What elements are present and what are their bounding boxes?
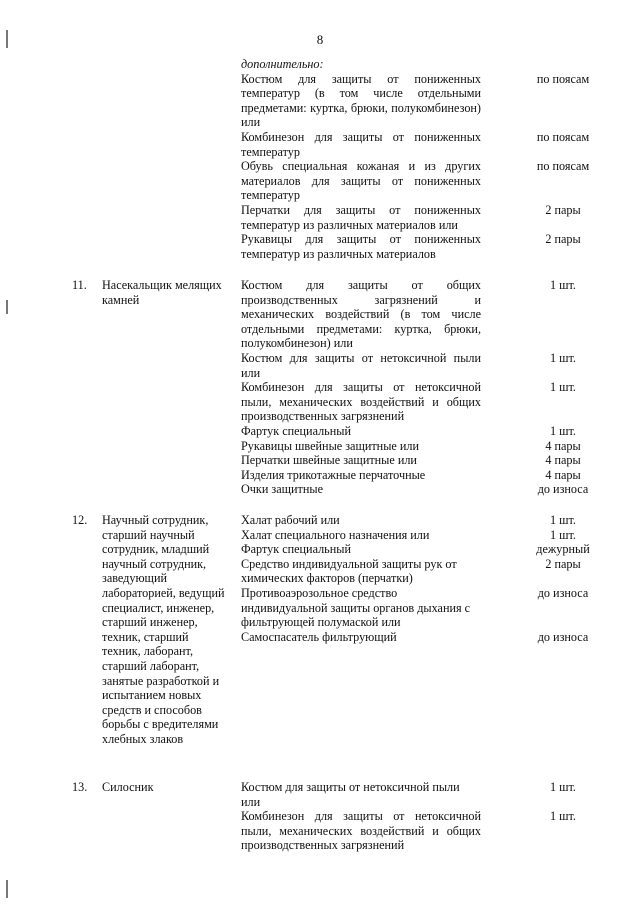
protective-item [241, 232, 581, 261]
item-quantity: до износа [537, 482, 589, 497]
item-name: Халат рабочий или [241, 513, 340, 527]
item-quantity: по поясам [536, 129, 590, 144]
item-name: Очки защитные [241, 482, 323, 497]
page-number: 8 [316, 32, 324, 47]
item-quantity: 1 шт. [550, 423, 576, 438]
item-name: Противоаэрозольное средство индивидуальной защиты органов дыхания с фильтрующей полумаской или [241, 585, 471, 630]
item-name: Рукавицы швейные защитные или [241, 438, 419, 453]
item-name: Фартук специальный [241, 423, 351, 438]
protective-item [241, 556, 581, 586]
item-name: Перчатки швейные защитные или [241, 453, 417, 468]
profession-name: Научный сотрудник, старший научный сотрудник, младший научный сотрудник, заведующий лабораторией, ведущий специалист, инженер, старший инженер, техник, старший техник, лаборант, старший лаборант, занятые разработкой и испытанием новых средств и способов борьбы с вредителями хлебных злаков [102, 513, 225, 746]
item-name: Комбинезон для защиты от пониженных температур [241, 129, 481, 159]
item-name: Комбинезон для защиты от нетоксичной пыли, механических воздействий и общих производственных загрязнений [241, 380, 481, 424]
protective-item [241, 467, 581, 483]
item-name: Средство индивидуальной защиты рук от химических факторов (перчатки) [241, 556, 457, 586]
item-name: Костюм для защиты от пониженных температур (в том числе отдельными предметами: куртка, брюки, полукомбинезон) или [241, 71, 481, 130]
item-name: Костюм для защиты от общих производственных загрязнений и механических воздействий (в том числе отдельными предметами: куртка, брюки, полукомбинезон) или [241, 278, 481, 351]
item-quantity: 2 пары [545, 556, 581, 571]
item-name: Фартук специальный [241, 542, 351, 557]
protective-item [241, 129, 590, 159]
item-quantity: 1 шт. [550, 780, 576, 794]
item-quantity: 4 пары [545, 453, 581, 468]
item-name: Халат специального назначения или [241, 527, 430, 542]
item-quantity: дежурный [536, 542, 590, 557]
protective-item [241, 527, 576, 543]
item-quantity: 4 пары [545, 438, 581, 453]
protective-item [241, 453, 581, 468]
item-quantity: 1 шт. [550, 809, 576, 824]
protective-item [241, 278, 576, 351]
item-name: Рукавицы для защиты от пониженных температур из различных материалов [241, 232, 481, 261]
item-name: Перчатки для защиты от пониженных температур из различных материалов или [241, 202, 481, 232]
item-quantity: до износа [537, 629, 589, 644]
protective-item [241, 629, 589, 645]
entry-number: 13. [72, 780, 88, 794]
item-quantity: 4 пары [545, 467, 581, 482]
item-quantity: до износа [537, 585, 589, 600]
entry-number: 11. [72, 278, 87, 292]
item-quantity: 2 пары [545, 202, 581, 217]
protective-item [241, 438, 581, 454]
entry-number: 12. [72, 513, 88, 527]
scan-edge-mark [6, 300, 8, 314]
scan-edge-mark [6, 880, 8, 898]
protective-item [241, 780, 576, 809]
item-name: Костюм для защиты от нетоксичной пыли или [241, 780, 460, 809]
protective-item [241, 423, 576, 439]
item-quantity: 1 шт. [550, 380, 576, 395]
protective-item [241, 482, 589, 497]
profession-name: Насекальщик мелящих камней [102, 278, 222, 307]
protective-item [241, 513, 576, 528]
protective-item [241, 71, 590, 130]
item-name: Комбинезон для защиты от нетоксичной пыли, механических воздействий и общих производственных загрязнений [241, 809, 481, 853]
protective-item [241, 202, 581, 232]
item-quantity: по поясам [536, 159, 590, 174]
protective-item [241, 809, 576, 853]
item-quantity: 2 пары [545, 232, 581, 247]
item-quantity: по поясам [536, 71, 590, 86]
scan-edge-mark [6, 30, 8, 48]
profession-name: Силосник [102, 780, 154, 794]
protective-item [241, 585, 589, 630]
protective-item [241, 159, 590, 203]
item-name: Обувь специальная кожаная и из других материалов для защиты от пониженных температур [241, 159, 481, 203]
item-name: Самоспасатель фильтрующий [241, 629, 397, 644]
protective-item [241, 350, 576, 380]
continuation-heading: дополнительно: [241, 57, 324, 71]
item-quantity: 1 шт. [550, 527, 576, 542]
item-quantity: 1 шт. [550, 278, 576, 292]
protective-item [241, 380, 576, 424]
item-name: Изделия трикотажные перчаточные [241, 467, 426, 482]
item-name: Костюм для защиты от нетоксичной пыли или [241, 350, 481, 380]
item-quantity: 1 шт. [550, 513, 576, 527]
protective-item [241, 542, 590, 557]
item-quantity: 1 шт. [550, 350, 576, 365]
